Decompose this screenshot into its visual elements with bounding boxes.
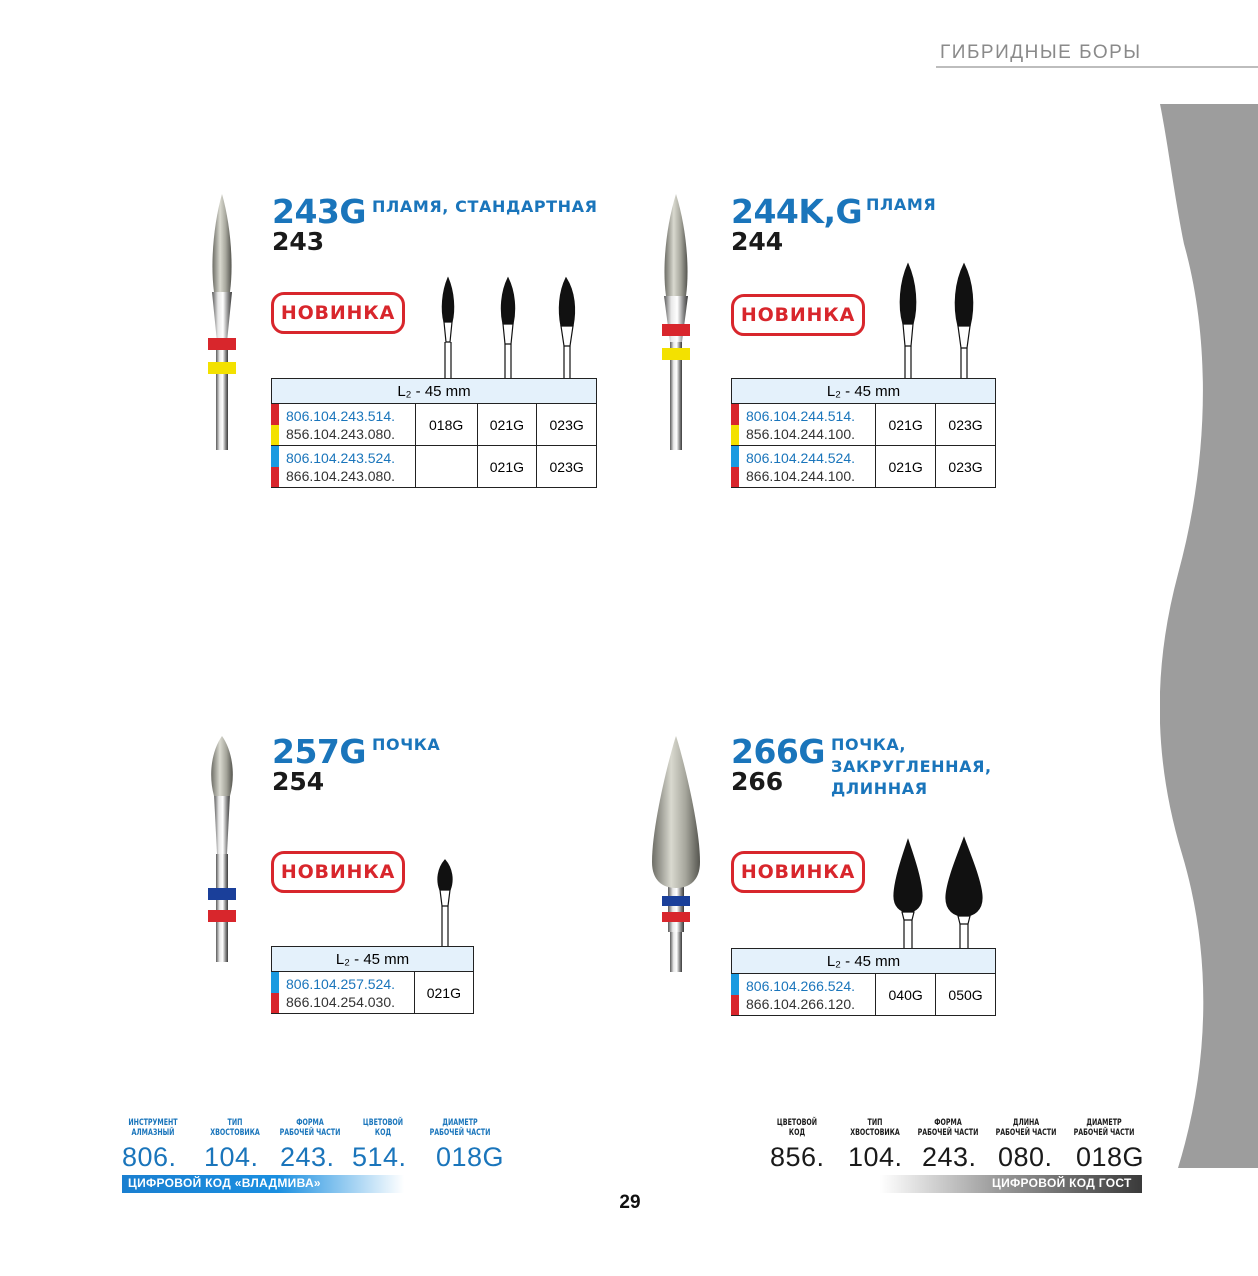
color-code-stripe (271, 404, 279, 425)
table-header: L₂ - 45 mm (272, 947, 474, 972)
table-header: L₂ - 45 mm (732, 949, 996, 974)
spec-table-257g (271, 946, 474, 1014)
new-badge: НОВИНКА (731, 294, 865, 336)
gost-code-254: 254 (272, 767, 325, 796)
legend-item: ДИАМЕТР РАБОЧЕЙ ЧАСТИ 018G (1073, 1118, 1145, 1172)
size-silhouettes-266g (886, 836, 986, 948)
product-code-244kg: 244K,G (731, 192, 863, 231)
size-cell: 050G (936, 974, 996, 1016)
size-silhouettes-243g (430, 276, 590, 378)
gost-code-label: ЦИФРОВОЙ КОД ГОСТ (992, 1176, 1132, 1190)
product-code-266g: 266G (731, 732, 825, 771)
bur-243g-photo (196, 192, 248, 452)
shape-name-266g: ПОЧКА, ЗАКРУГЛЕННАЯ, ДЛИННАЯ (831, 735, 992, 798)
size-cell (415, 446, 477, 488)
new-badge: НОВИНКА (271, 292, 405, 334)
spec-table-243g (271, 378, 597, 488)
color-code-stripe (731, 404, 739, 425)
color-code-stripe (271, 446, 279, 467)
size-silhouettes-244kg (880, 262, 990, 378)
size-cell: 023G (537, 446, 597, 488)
size-cell: 023G (936, 404, 996, 446)
spec-table-266g (731, 948, 996, 1016)
vladmiva-code-label: ЦИФРОВОЙ КОД «ВЛАДМИВА» (128, 1176, 321, 1190)
table-row-codes: 806.104.244.524. 866.104.244.100. (732, 446, 876, 488)
color-code-stripe (271, 425, 279, 446)
color-code-stripe (731, 995, 739, 1016)
shape-name-243g: ПЛАМЯ, СТАНДАРТНАЯ (372, 197, 598, 216)
bur-244kg-photo (650, 192, 702, 452)
color-code-stripe (731, 446, 739, 467)
color-code-stripe (731, 467, 739, 488)
legend-item: ФОРМА РАБОЧЕЙ ЧАСТИ 243. (917, 1118, 979, 1172)
spec-table-244kg (731, 378, 996, 488)
legend-item: ТИП ХВОСТОВИКА 104. (204, 1118, 260, 1172)
legend-item: ФОРМА РАБОЧЕЙ ЧАСТИ 243. (279, 1118, 341, 1172)
new-badge: НОВИНКА (731, 851, 865, 893)
shape-name-257g: ПОЧКА (372, 735, 441, 754)
legend-item: ЦВЕТОВОЙ КОД 514. (352, 1118, 407, 1172)
size-cell: 023G (537, 404, 597, 446)
header-divider (936, 66, 1258, 68)
gost-code-266: 266 (731, 767, 784, 796)
legend-item: ТИП ХВОСТОВИКА 104. (848, 1118, 903, 1172)
legend-vladmiva-code (116, 1118, 416, 1176)
table-row-codes: 806.104.266.524. 866.104.266.120. (732, 974, 876, 1016)
table-row-codes: 806.104.244.514. 856.104.244.100. (732, 404, 876, 446)
size-cell: 021G (414, 972, 473, 1014)
gost-code-243: 243 (272, 227, 325, 256)
bur-257g-photo (196, 734, 248, 964)
new-badge: НОВИНКА (271, 851, 405, 893)
size-cell: 021G (477, 446, 537, 488)
size-cell: 040G (876, 974, 936, 1016)
table-row-codes: 806.104.243.514. 856.104.243.080. (272, 404, 416, 446)
table-header: L₂ - 45 mm (272, 379, 597, 404)
shape-name-244kg: ПЛАМЯ (866, 195, 937, 214)
color-code-stripe (271, 972, 279, 993)
product-code-243g: 243G (272, 192, 366, 231)
legend-item: ИНСТРУМЕНТ АЛМАЗНЫЙ 806. (122, 1118, 178, 1172)
product-code-257g: 257G (272, 732, 366, 771)
bur-266g-photo (640, 734, 712, 974)
legend-item: ДЛИНА РАБОЧЕЙ ЧАСТИ 080. (995, 1118, 1057, 1172)
page-number: 29 (619, 1192, 641, 1213)
table-header: L₂ - 45 mm (732, 379, 996, 404)
color-code-stripe (731, 974, 739, 995)
color-code-stripe (271, 467, 279, 488)
gost-code-244: 244 (731, 227, 784, 256)
table-row-codes: 806.104.243.524. 866.104.243.080. (272, 446, 416, 488)
legend-gost-code (764, 1118, 1154, 1176)
size-cell: 018G (415, 404, 477, 446)
color-code-stripe (731, 425, 739, 446)
side-wave-decoration (1160, 104, 1258, 1168)
size-cell: 021G (876, 404, 936, 446)
size-cell: 023G (936, 446, 996, 488)
size-silhouette-257g (430, 858, 460, 946)
size-cell: 021G (876, 446, 936, 488)
table-row-codes: 806.104.257.524. 866.104.254.030. (272, 972, 415, 1014)
legend-item: ДИАМЕТР РАБОЧЕЙ ЧАСТИ 018G (429, 1118, 505, 1172)
color-code-stripe (271, 993, 279, 1014)
size-cell: 021G (477, 404, 537, 446)
legend-item: ЦВЕТОВОЙ КОД 856. (770, 1118, 825, 1172)
section-title: ГИБРИДНЫЕ БОРЫ (940, 42, 1142, 63)
